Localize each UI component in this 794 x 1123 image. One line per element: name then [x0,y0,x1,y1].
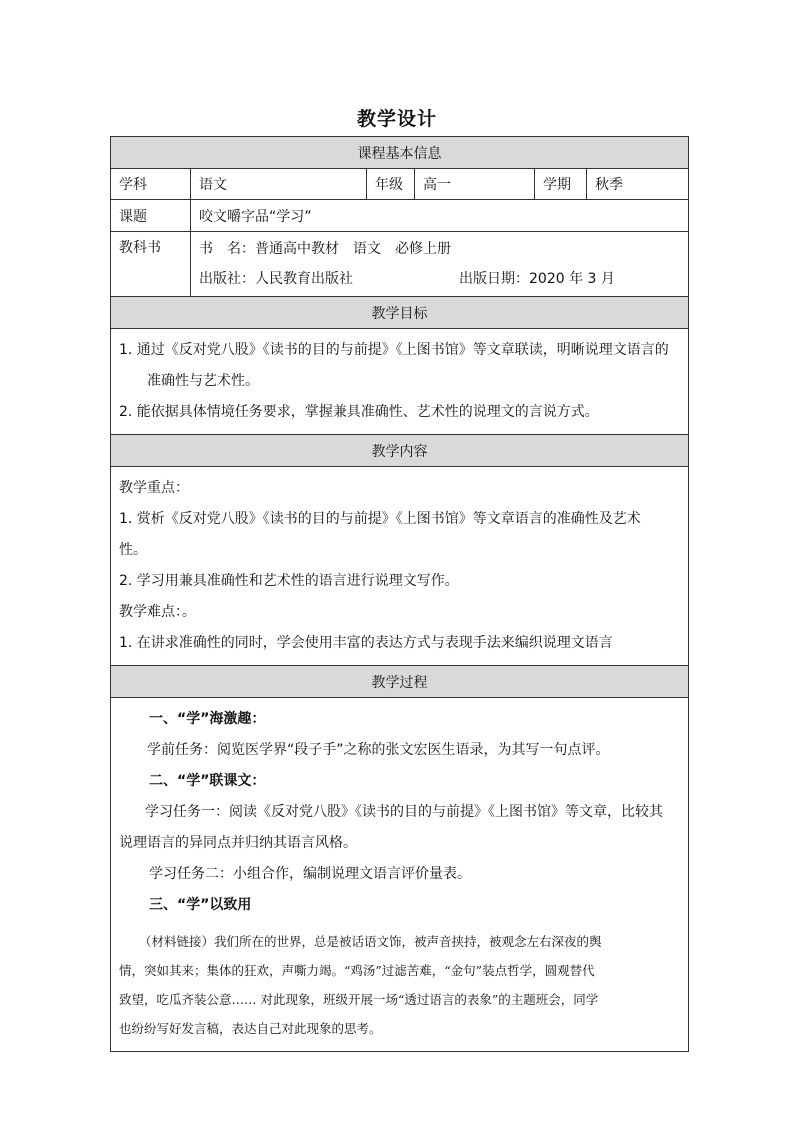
topic-row [111,200,689,232]
section-header-content: 教学内容 [111,435,689,467]
section-goals-row [111,297,689,329]
topic-label: 课题 [111,200,191,232]
grade-value: 高一 [415,169,535,200]
subject-value: 语文 [191,169,367,200]
subject-row [111,169,689,200]
goal-2: 2. 能依据具体情境任务要求，掌握兼具准确性、艺术性的说理文的言说方式。 [119,404,599,420]
section-process-row [111,666,689,698]
key-point-1-line-b: 性。 [119,542,147,558]
textbook-publisher: 出版社：人民教育出版社 [199,271,353,287]
process-task-2: 学习任务二：小组合作，编制说理文语言评价量表。 [149,866,471,882]
material-line-4: 也纷纷写好发言稿，表达自己对此现象的思考。 [119,1021,382,1036]
goal-1-line-a: 1. 通过《反对党八股》《读书的目的与前提》《上图书馆》等文章联读，明晰说理文语言的 [119,342,669,358]
term-label: 学期 [535,169,587,200]
section-basic-info-row [111,137,689,169]
topic-value: 咬文嚼字品“学习” [191,200,689,232]
process-body [111,698,689,1052]
difficulty-label: 教学难点：。 [119,604,196,620]
textbook-info [191,232,689,297]
goals-row [111,329,689,435]
content-body [111,467,689,666]
page-title: 教学设计 [356,108,437,130]
section-header-process: 教学过程 [111,666,689,698]
material-line-3: 致望，吃瓜齐装公意…… 对此现象，班级开展一场“透过语言的表象”的主题班会，同学 [119,992,599,1007]
section-header-goals: 教学目标 [111,297,689,329]
subject-label: 学科 [111,169,191,200]
difficulty-1: 1. 在讲求准确性的同时，学会使用丰富的表达方式与表现手法来编织说理文语言 [119,635,613,651]
goal-1-line-b: 准确性与艺术性。 [147,373,259,389]
textbook-pub-date: 出版日期：2020 年 3 月 [459,271,615,287]
process-task-1-line-a: 学习任务一：阅读《反对党八股》《读书的目的与前提》《上图书馆》等文章，比较其 [145,804,663,820]
key-point-1-line-a: 1. 赏析《反对党八股》《读书的目的与前提》《上图书馆》等文章语言的准确性及艺术 [119,511,641,527]
content-row [111,467,689,666]
textbook-publisher-line [199,264,680,294]
process-task-1-line-b: 说理语言的异同点并归纳其语言风格。 [119,835,357,851]
textbook-label: 教科书 [111,232,191,297]
material-line-1: （材料链接）我们所在的世界，总是被话语文饰，被声音挟持，被观念左右深夜的舆 [139,934,602,949]
textbook-name: 书 名：普通高中教材 语文 必修上册 [199,241,451,257]
textbook-row [111,232,689,297]
material-line-2: 情，突如其来；集体的狂欢，声嘶力竭。“鸡汤”过滤苦难，“金句”装点哲学，圆观替代 [119,963,595,978]
goals-body [111,329,689,435]
process-task-pre: 学前任务：阅览医学界“段子手”之称的张文宏医生语录，为其写一句点评。 [147,742,610,758]
key-point-2: 2. 学习用兼具准确性和艺术性的语言进行说理文写作。 [119,573,459,589]
process-heading-3: 三、“学”以致用 [149,897,252,913]
process-heading-2: 二、“学”联课文： [149,773,266,789]
section-header-basic-info: 课程基本信息 [111,137,689,169]
key-points-label: 教学重点： [119,480,189,496]
process-row [111,698,689,1052]
section-content-row [111,435,689,467]
process-heading-1: 一、“学”海激趣： [149,711,266,727]
lesson-plan-table [110,136,689,1052]
material-paragraph [119,921,680,1051]
term-value: 秋季 [587,169,689,200]
grade-label: 年级 [367,169,415,200]
